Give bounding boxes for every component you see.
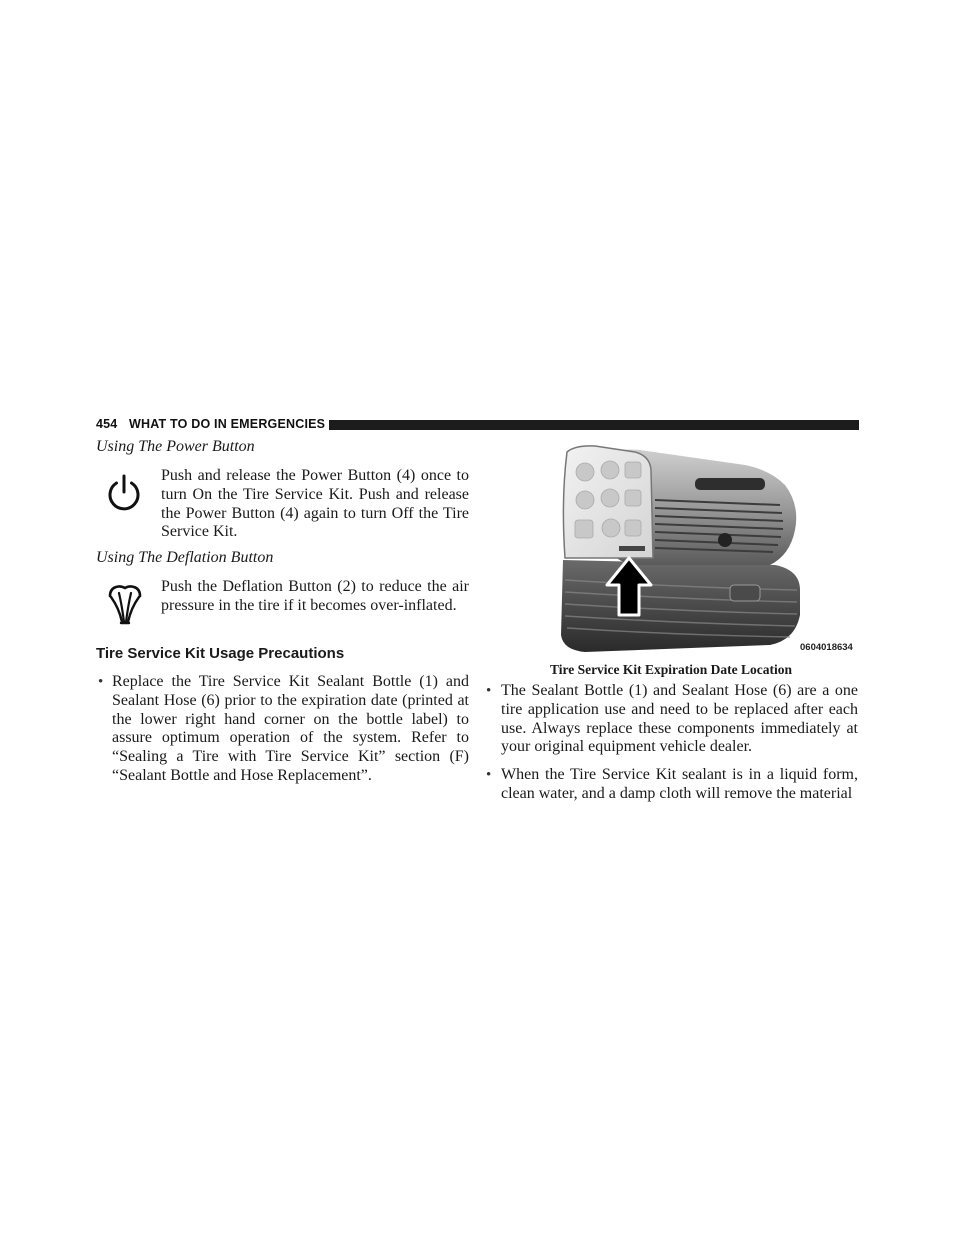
right-bullet-text-2: When the Tire Service Kit sealant is in a liquid form, clean water, and a damp cloth will remove the material [501,766,858,802]
deflation-subheading: Using The Deflation Button [96,549,274,566]
page-header [96,416,859,434]
figure-caption: Tire Service Kit Expiration Date Location [549,662,793,677]
deflation-text: Push the Deflation Button (2) to reduce the air pressure in the tire if it becomes over-inflated. [161,578,469,614]
bullet-marker: • [486,683,492,699]
page-number: 454 [96,417,118,431]
bullet-marker: • [98,674,104,690]
precautions-heading: Tire Service Kit Usage Precautions [96,645,345,662]
section-title: WHAT TO DO IN EMERGENCIES [129,417,326,431]
power-text: Push and release the Power Button (4) once to turn On the Tire Service Kit. Push and release the Power Button (4) again to turn Off the Tire Service Kit. [161,467,469,541]
right-bullet-text-1: The Sealant Bottle (1) and Sealant Hose (6) are a one tire application use and need to be replaced after each use. Always replace these components immediately at your original equipment vehicle dealer. [501,682,858,756]
figure-code: 0604018634 [800,642,853,653]
precaution-bullet-text: Replace the Tire Service Kit Sealant Bottle (1) and Sealant Hose (6) prior to the expiration date (printed at the lower right hand corner on the bottle label) to assure optimum operation of the system. Refer to “Sealing a Tire with Tire Service Kit” section (F) “Sealant Bottle and Hose Replacement”. [112,673,469,784]
power-subheading: Using The Power Button [96,438,255,455]
tire-service-kit-figure [545,440,860,655]
header-rule [329,420,859,430]
bullet-marker: • [486,767,492,783]
deflation-icon [106,582,144,631]
power-icon [104,473,144,518]
